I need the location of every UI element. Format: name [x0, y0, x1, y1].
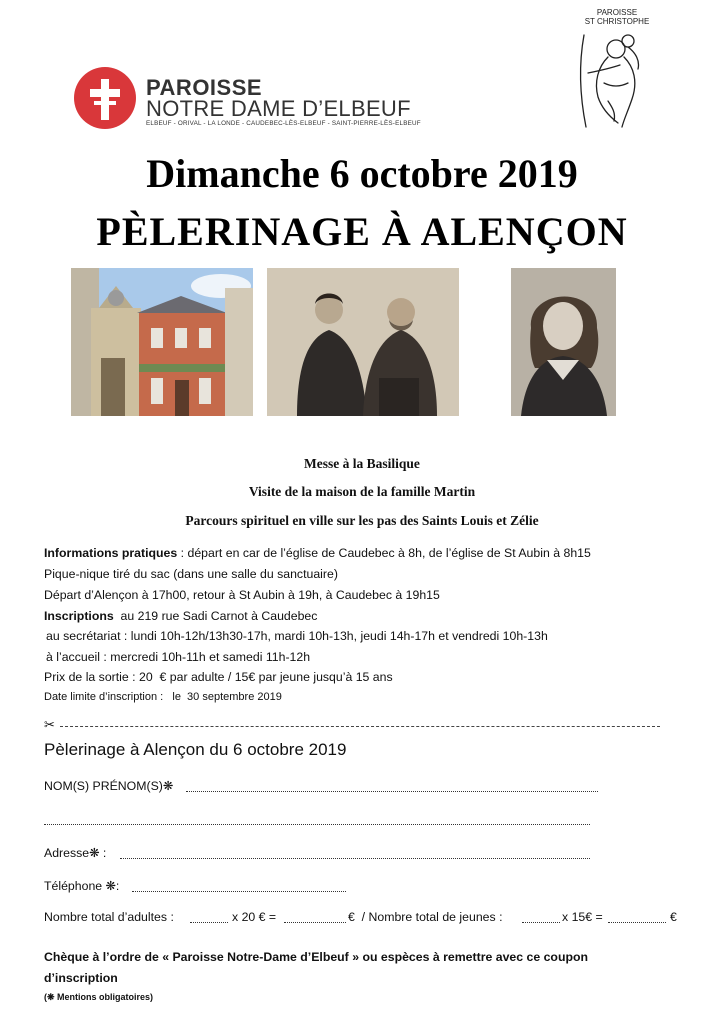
program-item-mass: Messe à la Basilique [304, 456, 420, 471]
info-inscriptions-label: Inscriptions [44, 609, 114, 623]
info-practical [44, 546, 591, 560]
youth-price-label: x 15€ = [562, 910, 603, 924]
event-date-title: Dimanche 6 octobre 2019 [146, 151, 578, 196]
parish-logo [74, 67, 136, 129]
youth-count-input[interactable] [522, 922, 560, 923]
phone-field-label: Téléphone ❋: [44, 879, 120, 893]
adults-count-input[interactable] [190, 922, 228, 923]
youth-count-label: € / Nombre total de jeunes : [348, 910, 503, 924]
cut-line [60, 726, 660, 727]
louis-zelie-martin-photo [267, 268, 459, 416]
phone-field[interactable] [44, 879, 119, 893]
st-christophe-line2: ST CHRISTOPHE [584, 17, 650, 26]
info-deadline: Date limite d’inscription : le 30 septembre 2019 [44, 691, 282, 703]
info-picnic: Pique-nique tiré du sac (dans une salle du sanctuaire) [44, 567, 338, 581]
youth-total-input[interactable] [608, 922, 666, 923]
address-field-label: Adresse❋ : [44, 846, 107, 860]
info-inscriptions [44, 609, 317, 623]
scissors-icon: ✂ [44, 717, 55, 732]
info-practical-label: Informations pratiques [44, 546, 178, 560]
coupon-title: Pèlerinage à Alençon du 6 octobre 2019 [44, 740, 347, 759]
info-price: Prix de la sortie : 20 € par adulte / 15€ par jeune jusqu’à 15 ans [44, 670, 393, 684]
info-departure: Départ d’Alençon à 17h00, retour à St Aubin à 19h, à Caudebec à 19h15 [44, 588, 440, 602]
euro-symbol: € [670, 910, 677, 924]
info-secretariat-hours: au secrétariat : lundi 10h-12h/13h30-17h, mardi 10h-13h, jeudi 14h-17h et vendredi 10h-13h [46, 629, 548, 643]
name-field[interactable] [44, 779, 173, 793]
therese-martin-photo [511, 268, 616, 416]
payment-instructions-line1: Chèque à l’ordre de « Paroisse Notre-Dame d’Elbeuf » ou espèces à remettre avec ce coupon [44, 950, 588, 964]
info-practical-text: : départ en car de l’église de Caudebec à 8h, de l’église de St Aubin à 8h15 [177, 546, 591, 560]
name-field-line-2[interactable] [44, 824, 590, 825]
basilica-photo [71, 268, 253, 416]
phone-field-line[interactable] [132, 891, 346, 892]
adults-total-input[interactable] [284, 922, 346, 923]
name-field-label: NOM(S) PRÉNOM(S)❋ [44, 779, 174, 793]
event-title: PÈLERINAGE À ALENÇON [96, 209, 628, 254]
st-christophe-drawing [568, 27, 666, 131]
payment-instructions-line2: d’inscription [44, 971, 118, 985]
adults-price-label: x 20 € = [232, 910, 277, 924]
info-reception-hours: à l’accueil : mercredi 10h-11h et samedi 11h-12h [46, 650, 311, 664]
name-field-line[interactable] [186, 791, 598, 792]
program-item-house-visit: Visite de la maison de la famille Martin [248, 484, 476, 499]
parish-name-line1: PAROISSE [146, 75, 263, 100]
totals-field [44, 910, 684, 928]
parish-towns: ELBEUF - ORIVAL - LA LONDE - CAUDEBEC-LÈS-ELBEUF - SAINT-PIERRE-LÈS-ELBEUF [146, 120, 421, 127]
mandatory-fields-note: (❋ Mentions obligatoires) [44, 992, 154, 1002]
address-field-line[interactable] [120, 858, 590, 859]
program-item-spiritual-walk: Parcours spirituel en ville sur les pas des Saints Louis et Zélie [185, 513, 539, 528]
st-christophe-label [568, 8, 666, 26]
adults-count-label: Nombre total d’adultes : [44, 910, 174, 924]
info-inscriptions-text: au 219 rue Sadi Carnot à Caudebec [113, 609, 318, 623]
cross-icon [74, 67, 136, 129]
parish-name-line2: NOTRE DAME D’ELBEUF [146, 96, 411, 121]
st-christophe-line1: PAROISSE [596, 8, 638, 17]
address-field[interactable] [44, 846, 106, 860]
